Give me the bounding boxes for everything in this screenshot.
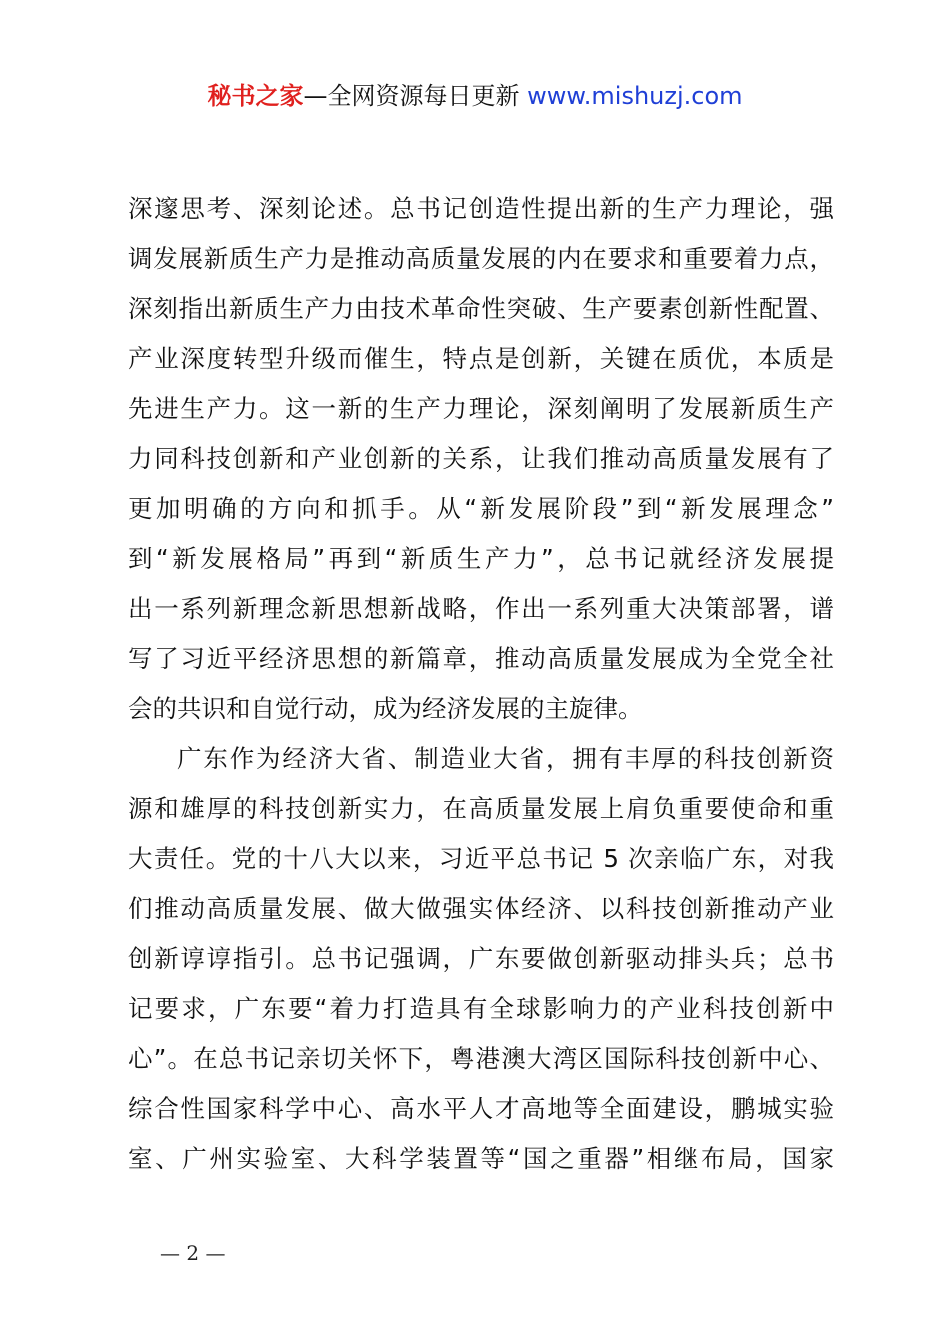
text-line: 先进生产力。这一新的生产力理论，深刻阐明了发展新质生产 [128, 394, 834, 423]
text-line: 大责任。党的十八大以来，习近平总书记 5 次亲临广东，对我 [128, 844, 834, 873]
site-url[interactable]: www.mishuzj.com [527, 82, 743, 110]
text-line: 创新谆谆指引。总书记强调，广东要做创新驱动排头兵；总书 [128, 944, 834, 973]
text-line: 心”。在总书记亲切关怀下，粤港澳大湾区国际科技创新中心、 [128, 1044, 834, 1073]
text-line: 会的共识和自觉行动，成为经济发展的主旋律。 [128, 694, 643, 723]
site-brand: 秘书之家 [207, 82, 304, 110]
text-line: 出一系列新理念新思想新战略，作出一系列重大决策部署，谱 [128, 594, 834, 623]
text-line: 调发展新质生产力是推动高质量发展的内在要求和重要着力点， [128, 244, 834, 273]
text-line: 们推动高质量发展、做大做强实体经济、以科技创新推动产业 [128, 894, 834, 923]
text-line: 深邃思考、深刻论述。总书记创造性提出新的生产力理论，强 [128, 194, 834, 223]
text-line: 源和雄厚的科技创新实力，在高质量发展上肩负重要使命和重 [128, 794, 834, 823]
page-number: — 2 — [160, 1241, 226, 1265]
site-tagline: —全网资源每日更新 [303, 82, 520, 110]
text-line: 力同科技创新和产业创新的关系，让我们推动高质量发展有了 [128, 444, 834, 473]
text-line: 产业深度转型升级而催生，特点是创新，关键在质优，本质是 [128, 344, 834, 373]
text-line: 深刻指出新质生产力由技术革命性突破、生产要素创新性配置、 [128, 294, 834, 323]
document-body [128, 184, 834, 1184]
text-line: 综合性国家科学中心、高水平人才高地等全面建设，鹏城实验 [128, 1094, 834, 1123]
text-line: 记要求，广东要“着力打造具有全球影响力的产业科技创新中 [128, 994, 834, 1023]
text-line: 室、广州实验室、大科学装置等“国之重器”相继布局，国家 [128, 1144, 834, 1173]
site-header [0, 78, 950, 114]
text-line: 广东作为经济大省、制造业大省，拥有丰厚的科技创新资 [177, 744, 834, 773]
text-line: 到“新发展格局”再到“新质生产力”，总书记就经济发展提 [128, 544, 834, 573]
text-line: 更加明确的方向和抓手。从“新发展阶段”到“新发展理念” [128, 494, 834, 523]
text-line: 写了习近平经济思想的新篇章，推动高质量发展成为全党全社 [128, 644, 834, 673]
